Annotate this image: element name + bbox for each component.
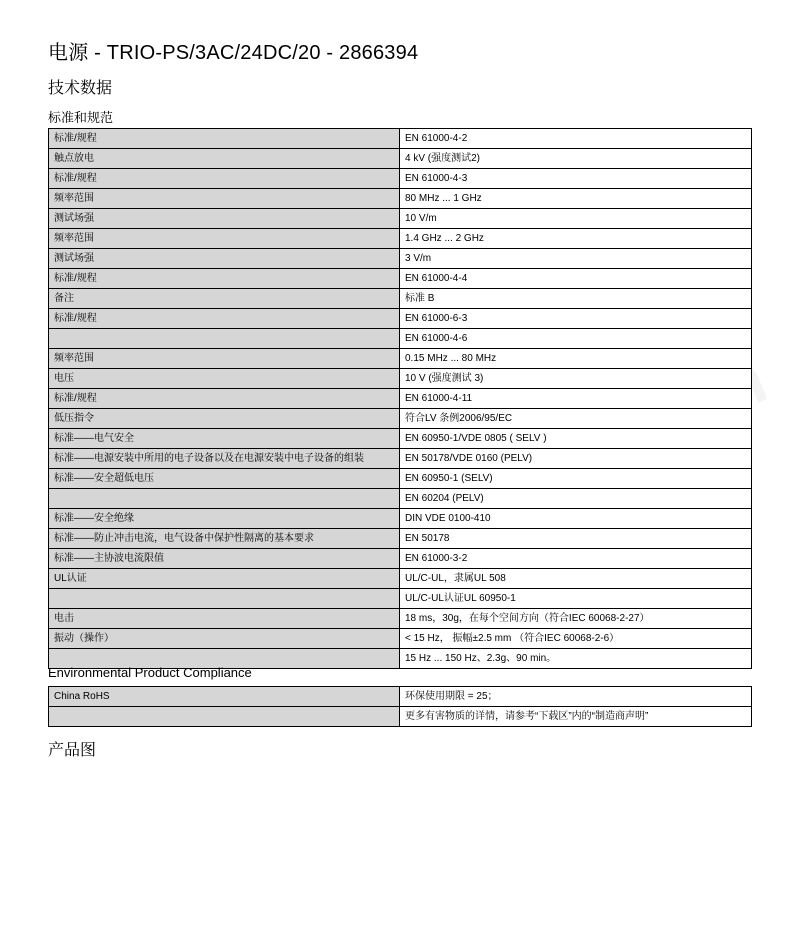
spec-key-cell: 测试场强 [49,209,400,229]
spec-value-cell: 符合LV 条例2006/95/EC [400,409,752,429]
table-row [49,369,752,389]
spec-value-cell: 0.15 MHz ... 80 MHz [400,349,752,369]
spec-key-cell: China RoHS [49,687,400,707]
table-row [49,549,752,569]
spec-value-cell: EN 60950-1 (SELV) [400,469,752,489]
spec-key-cell: 频率范围 [49,229,400,249]
spec-key-cell: 测试场强 [49,249,400,269]
spec-value-cell: 1.4 GHz ... 2 GHz [400,229,752,249]
spec-value-cell: DIN VDE 0100-410 [400,509,752,529]
table-row [49,129,752,149]
spec-value-cell: EN 61000-3-2 [400,549,752,569]
spec-value-cell: < 15 Hz， 振幅±2.5 mm （符合IEC 60068-2-6） [400,629,752,649]
spec-value-cell: 15 Hz ... 150 Hz、2.3g、90 min。 [400,649,752,669]
spec-key-cell: 低压指令 [49,409,400,429]
spec-value-cell: 10 V (强度测试 3) [400,369,752,389]
section-heading-product-images: 产品图 [48,742,97,759]
spec-key-cell: 标准——安全超低电压 [49,469,400,489]
table-row [49,489,752,509]
spec-value-cell: EN 61000-6-3 [400,309,752,329]
env-compliance-table [48,686,752,727]
table-row [49,589,752,609]
table-row [49,209,752,229]
page-title: 电源 - TRIO-PS/3AC/24DC/20 - 2866394 [48,42,419,64]
spec-key-cell: 电击 [49,609,400,629]
spec-key-cell: 触点放电 [49,149,400,169]
spec-key-cell: 标准——电气安全 [49,429,400,449]
spec-key-cell [49,489,400,509]
table-row [49,409,752,429]
spec-key-cell: 标准/规程 [49,169,400,189]
spec-key-cell: 标准/规程 [49,269,400,289]
spec-key-cell: 标准/规程 [49,389,400,409]
table-row [49,469,752,489]
spec-key-cell [49,329,400,349]
spec-value-cell: EN 61000-4-6 [400,329,752,349]
spec-value-cell: 18 ms，30g，在每个空间方向（符合IEC 60068-2-27） [400,609,752,629]
table-row [49,149,752,169]
spec-key-cell: 振动（操作） [49,629,400,649]
spec-value-cell: 80 MHz ... 1 GHz [400,189,752,209]
spec-key-cell [49,707,400,727]
spec-key-cell: 备注 [49,289,400,309]
spec-value-cell: EN 60204 (PELV) [400,489,752,509]
table-row [49,189,752,209]
spec-key-cell: 频率范围 [49,349,400,369]
table-row [49,309,752,329]
section-heading-tech-data: 技术数据 [48,80,113,97]
spec-value-cell: 标准 B [400,289,752,309]
table-row [49,389,752,409]
table-row [49,707,752,727]
table-row [49,609,752,629]
spec-value-cell: UL/C-UL认证UL 60950-1 [400,589,752,609]
spec-value-cell: EN 61000-4-4 [400,269,752,289]
table-row [49,249,752,269]
table-row [49,569,752,589]
spec-key-cell: 标准——主协波电流限值 [49,549,400,569]
subsection-heading-standards: 标准和规范 [48,110,114,125]
spec-value-cell: EN 61000-4-11 [400,389,752,409]
spec-value-cell: EN 50178 [400,529,752,549]
table-row [49,169,752,189]
table-row [49,269,752,289]
spec-value-cell: EN 61000-4-3 [400,169,752,189]
table-row [49,687,752,707]
table-row [49,289,752,309]
standards-table [48,128,752,669]
table-row [49,509,752,529]
spec-key-cell [49,589,400,609]
spec-key-cell: 标准/规程 [49,129,400,149]
spec-value-cell: 更多有害物质的详情，请参考“下载区”内的“制造商声明” [400,707,752,727]
table-row [49,449,752,469]
spec-value-cell: 10 V/m [400,209,752,229]
spec-value-cell: 4 kV (强度测试2) [400,149,752,169]
spec-key-cell: 标准——安全绝缘 [49,509,400,529]
table-row [49,229,752,249]
table-row [49,349,752,369]
spec-key-cell: 频率范围 [49,189,400,209]
spec-value-cell: EN 50178/VDE 0160 (PELV) [400,449,752,469]
spec-key-cell: 标准——防止冲击电流，电气设备中保护性隔离的基本要求 [49,529,400,549]
spec-key-cell: 电压 [49,369,400,389]
spec-value-cell: EN 60950-1/VDE 0805 ( SELV ) [400,429,752,449]
subsection-heading-env-compliance: Environmental Product Compliance [48,665,252,680]
spec-value-cell: 3 V/m [400,249,752,269]
spec-value-cell: 环保使用期限 = 25； [400,687,752,707]
table-row [49,629,752,649]
spec-key-cell: UL认证 [49,569,400,589]
spec-key-cell: 标准——电源安装中所用的电子设备以及在电源安装中电子设备的组装 [49,449,400,469]
table-row [49,429,752,449]
spec-value-cell: EN 61000-4-2 [400,129,752,149]
table-row [49,529,752,549]
spec-key-cell: 标准/规程 [49,309,400,329]
table-row [49,329,752,349]
spec-value-cell: UL/C-UL，隶属UL 508 [400,569,752,589]
